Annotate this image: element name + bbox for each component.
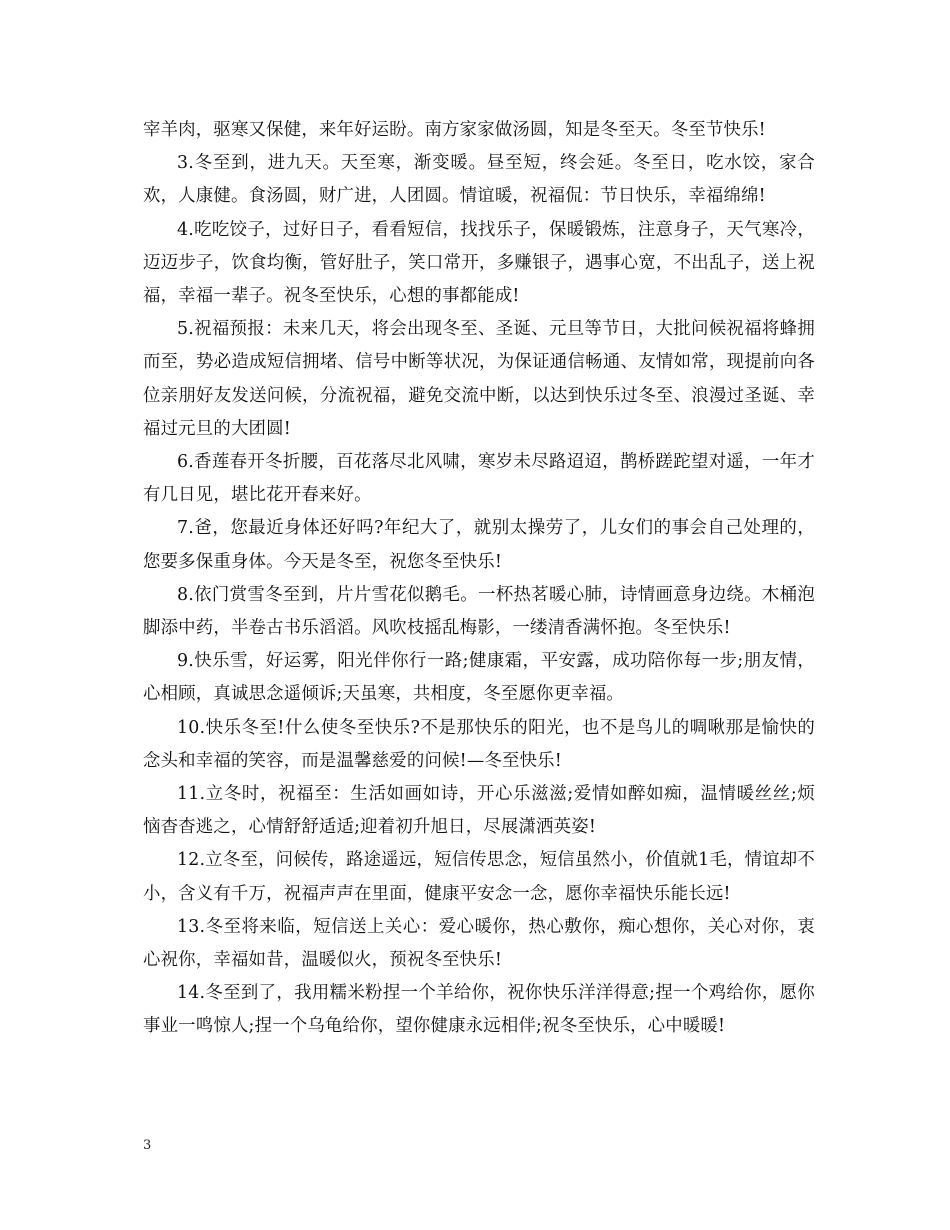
paragraph-item-9: 9.快乐雪，好运雾，阳光伴你行一路;健康霜，平安露，成功陪你每一步;朋友情，心相顾，真诚思念遥倾诉;天虽寒，共相度，冬至愿你更幸福。 [143,651,815,705]
paragraph-item-3: 3.冬至到，进九天。天至寒，渐变暖。昼至短，终会延。冬至日，吃水饺，家合欢，人康健。食汤圆，财广进，人团圆。情谊暖，祝福侃：节日快乐，幸福绵绵! [143,153,815,207]
paragraph-item-5: 5.祝福预报：未来几天，将会出现冬至、圣诞、元旦等节日，大批问候祝福将蜂拥而至，势必造成短信拥堵、信号中断等状况，为保证通信畅通、友情如常，现提前向各位亲朋好友发送问候，分流祝福，避免交流中断，以达到快乐过冬至、浪漫过圣诞、幸福过元旦的大团圆! [143,319,815,439]
paragraph-item-6: 6.香莲春开冬折腰，百花落尽北风啸，寒岁未尽路迢迢，鹊桥蹉跎望对遥，一年才有几日见，堪比花开春来好。 [143,452,815,506]
paragraph-item-8: 8.依门赏雪冬至到，片片雪花似鹅毛。一杯热茗暖心肺，诗情画意身边绕。木桶泡脚添中药，半卷古书乐滔滔。风吹枝摇乱梅影，一缕清香满怀抱。冬至快乐! [143,584,815,639]
paragraph-item-4: 4.吃吃饺子，过好日子，看看短信，找找乐子，保暖锻炼，注意身子，天气寒冷，迈迈步子，饮食均衡，管好肚子，笑口常开，多赚银子，遇事心宽，不出乱子，送上祝福，幸福一辈子。祝冬至快乐，心想的事都能成! [143,219,815,307]
paragraph-item-14: 14.冬至到了，我用糯米粉捏一个羊给你，祝你快乐洋洋得意;捏一个鸡给你，愿你事业一鸣惊人;捏一个乌龟给你，望你健康永远相伴;祝冬至快乐，心中暖暖! [143,983,815,1037]
page-number: 3 [143,1138,152,1153]
document-body [143,114,815,1044]
paragraph-continuation: 宰羊肉，驱寒又保健，来年好运盼。南方家家做汤圆，知是冬至天。冬至节快乐! [143,120,766,140]
paragraph-item-7: 7.爸，您最近身体还好吗?年纪大了，就别太操劳了，儿女们的事会自己处理的，您要多保重身体。今天是冬至，祝您冬至快乐! [143,518,815,572]
paragraph-item-10: 10.快乐冬至!什么使冬至快乐?不是那快乐的阳光，也不是鸟儿的啁啾那是愉快的念头和幸福的笑容，而是温馨慈爱的问候!—冬至快乐! [143,717,815,771]
paragraph-item-13: 13.冬至将来临，短信送上关心：爱心暖你，热心敷你，痴心想你，关心对你，衷心祝你，幸福如昔，温暖似火，预祝冬至快乐! [143,916,815,971]
paragraph-item-11: 11.立冬时，祝福至：生活如画如诗，开心乐滋滋;爱情如醉如痴，温情暖丝丝;烦恼杳杳逃之，心情舒舒适适;迎着初升旭日，尽展潇洒英姿! [143,784,815,838]
paragraph-item-12: 12.立冬至，问候传，路途遥远，短信传思念，短信虽然小，价值就1毛，情谊却不小，含义有千万，祝福声声在里面，健康平安念一念，愿你幸福快乐能长远! [143,850,815,904]
